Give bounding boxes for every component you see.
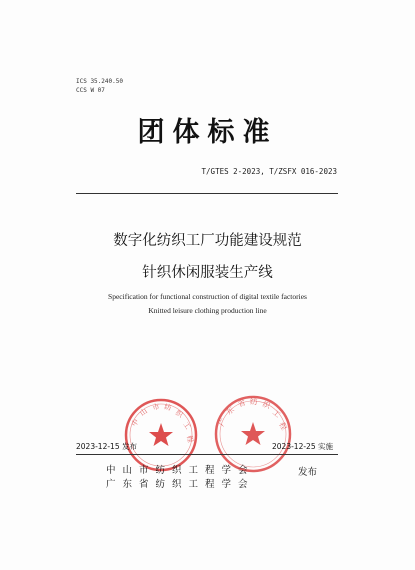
svg-text:东: 东 [224, 404, 237, 417]
svg-text:省: 省 [236, 397, 247, 409]
ics-code: ICS 35.240.50 [76, 78, 123, 85]
svg-text:织: 织 [261, 399, 272, 411]
standard-number: T/GTES 2-2023, T/ZSFX 016-2023 [201, 167, 337, 176]
svg-text:市: 市 [151, 402, 161, 412]
svg-text:中: 中 [130, 417, 141, 429]
english-title-line1: Specification for functional construction of digital textile factories [108, 292, 307, 301]
publish-label: 发布 [298, 467, 318, 478]
classification-codes [76, 77, 123, 95]
ccs-code: CCS W 07 [76, 87, 105, 94]
svg-text:程: 程 [185, 434, 195, 444]
english-title-line2: Knitted leisure clothing production line [148, 306, 267, 315]
issuer-zhongshan: 中山市纺织工程学会 [106, 465, 255, 476]
svg-text:山: 山 [138, 407, 149, 418]
document-type-title: 团体标准 [137, 117, 278, 148]
svg-text:工: 工 [270, 407, 283, 420]
implementation-date: 2023-12-25 实施 [272, 442, 333, 451]
release-date: 2023-12-15 发布 [76, 442, 137, 451]
svg-text:工: 工 [181, 420, 192, 431]
issuer-guangdong: 广东省纺织工程学会 [106, 479, 255, 490]
bottom-divider [76, 454, 338, 455]
svg-text:织: 织 [173, 408, 185, 420]
chinese-title-line2: 针织休闲服装生产线 [142, 265, 273, 281]
svg-text:纺: 纺 [250, 397, 258, 406]
top-divider [76, 193, 338, 194]
svg-text:广: 广 [216, 417, 229, 428]
svg-text:纺: 纺 [163, 403, 172, 413]
svg-text:程: 程 [277, 420, 289, 432]
chinese-title-line1: 数字化纺织工厂功能建设规范 [113, 233, 302, 249]
